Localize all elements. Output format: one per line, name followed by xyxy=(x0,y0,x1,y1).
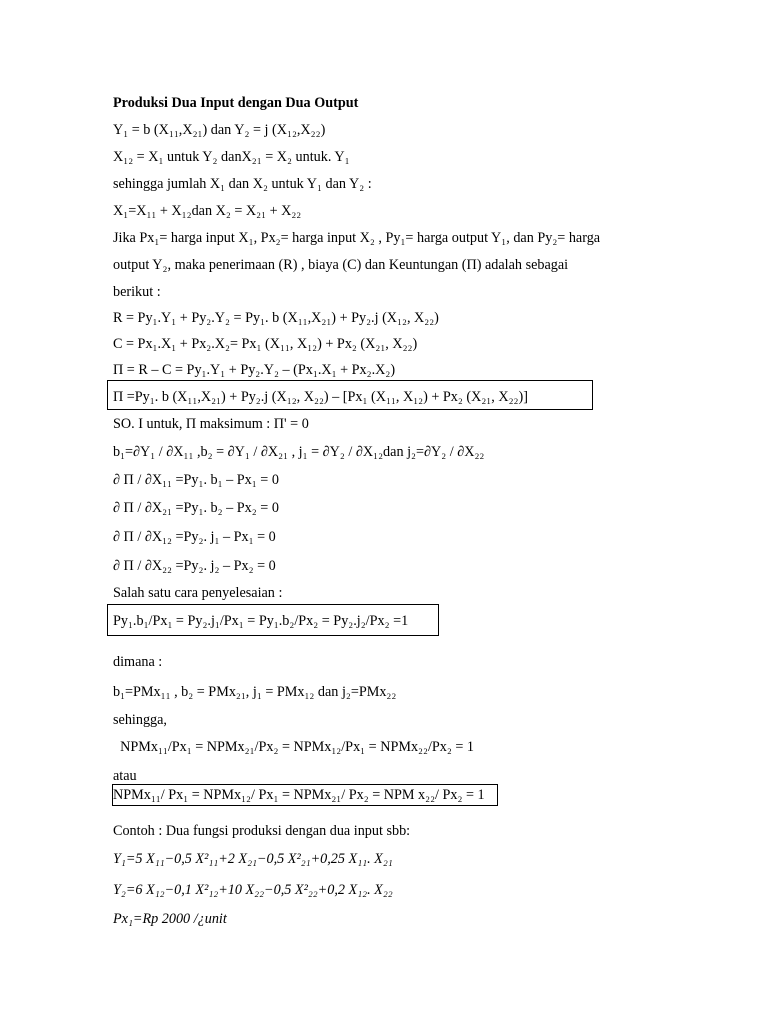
text-line: b₁=∂Y₁ / ∂X₁₁ ,b₂ = ∂Y₁ / ∂X₂₁ , j₁ = ∂Y₂ / ∂X₁₂dan j₂=∂Y₂ / ∂X₂₂ xyxy=(113,444,485,460)
text-line: dimana : xyxy=(113,654,163,670)
doc-title: Produksi Dua Input dengan Dua Output xyxy=(113,95,359,111)
text-line: output Y₂, maka penerimaan (R) , biaya (C) dan Keuntungan (Π) adalah sebagai xyxy=(113,257,569,273)
text-line: SO. I untuk, Π maksimum : Π' = 0 xyxy=(113,416,309,432)
production-function-2: Y₂=6 X₁₂−0,1 X²₁₂+10 X₂₂−0,5 X²₂₂+0,2 X₁₂. X₂₂ xyxy=(113,882,393,898)
text-line: ∂ Π / ∂X₁₂ =Py₂. j₁ – Px₁ = 0 xyxy=(113,529,276,545)
text-line: C = Px₁.X₁ + Px₂.X₂= Px₁ (X₁₁, X₁₂) + Px₂ (X₂₁, X₂₂) xyxy=(113,336,418,352)
text-line: Jika Px₁= harga input X₁, Px₂= harga input X₂ , Py₁= harga output Y₁, dan Py₂= harga xyxy=(113,230,601,246)
production-function-1: Y₁=5 X₁₁−0,5 X²₁₁+2 X₂₁−0,5 X²₂₁+0,25 X₁₁. X₂₁ xyxy=(113,851,393,867)
text-line: Salah satu cara penyelesaian : xyxy=(113,585,283,601)
solution-equation: Py₁.b₁/Px₁ = Py₂.j₁/Px₁ = Py₁.b₂/Px₂ = Py₂.j₂/Px₂ =1 xyxy=(113,613,409,629)
npm-equation: NPMx₁₁/ Px₁ = NPMx₁₂/ Px₁ = NPMx₂₁/ Px₂ = NPM x₂₂/ Px₂ = 1 xyxy=(113,787,485,803)
text-line: sehingga jumlah X₁ dan X₂ untuk Y₁ dan Y₂ : xyxy=(113,176,372,192)
text-line: ∂ Π / ∂X₁₁ =Py₁. b₁ – Px₁ = 0 xyxy=(113,472,279,488)
text-line: b₁=PMx₁₁ , b₂ = PMx₂₁, j₁ = PMx₁₂ dan j₂=PMx₂₂ xyxy=(113,684,397,700)
text-line: X₁₂ = X₁ untuk Y₂ danX₂₁ = X₂ untuk. Y₁ xyxy=(113,149,350,165)
text-line: sehingga, xyxy=(113,712,167,728)
text-line: Contoh : Dua fungsi produksi dengan dua input sbb: xyxy=(113,823,411,839)
text-line: atau xyxy=(113,768,137,784)
text-line: NPMx₁₁/Px₁ = NPMx₂₁/Px₂ = NPMx₁₂/Px₁ = NPMx₂₂/Px₂ = 1 xyxy=(113,739,475,755)
text-line: ∂ Π / ∂X₂₁ =Py₁. b₂ – Px₂ = 0 xyxy=(113,500,279,516)
profit-equation: Π =Py₁. b (X₁₁,X₂₁) + Py₂.j (X₁₂, X₂₂) – [Px₁ (X₁₁, X₁₂) + Px₂ (X₂₁, X₂₂)] xyxy=(113,389,528,405)
input-price: Px₁=Rp 2000 /¿unit xyxy=(113,911,227,927)
text-line: X₁=X₁₁ + X₁₂dan X₂ = X₂₁ + X₂₂ xyxy=(113,203,302,219)
text-line: R = Py₁.Y₁ + Py₂.Y₂ = Py₁. b (X₁₁,X₂₁) + Py₂.j (X₁₂, X₂₂) xyxy=(113,310,439,326)
text-line: ∂ Π / ∂X₂₂ =Py₂. j₂ – Px₂ = 0 xyxy=(113,558,276,574)
text-line: berikut : xyxy=(113,284,161,300)
text-line: Y₁ = b (X₁₁,X₂₁) dan Y₂ = j (X₁₂,X₂₂) xyxy=(113,122,326,138)
text-line: Π = R – C = Py₁.Y₁ + Py₂.Y₂ – (Px₁.X₁ + Px₂.X₂) xyxy=(113,362,396,378)
